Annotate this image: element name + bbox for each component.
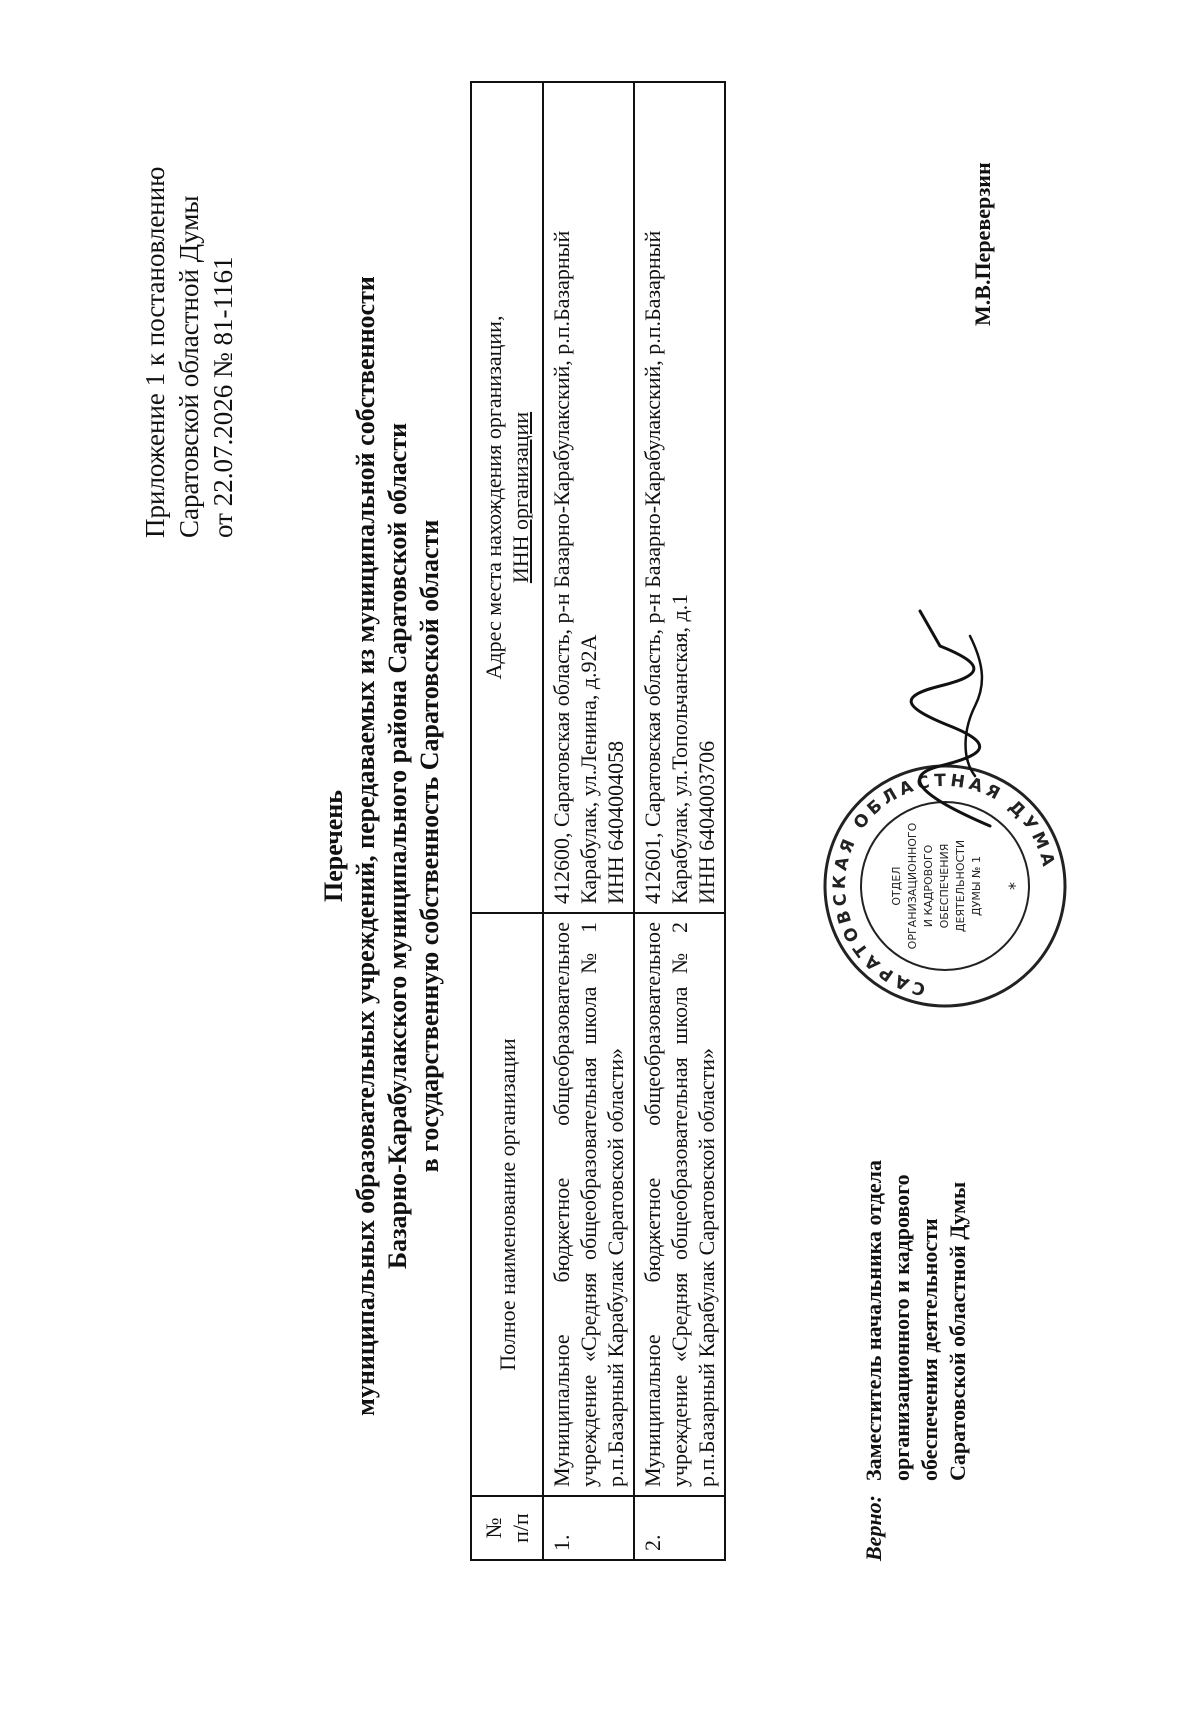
- row-org-name: Муниципальное бюджетное общеобразовательное учреждение «Средняя общеобразовательная школа № 2 р.п.Базарный Карабулак Саратовской области»: [634, 913, 725, 1496]
- appendix-note: [138, 68, 240, 538]
- svg-text:И КАДРОВОГО: И КАДРОВОГО: [922, 844, 935, 928]
- title-line-3: в государственную собственность Саратовской области: [415, 519, 444, 1173]
- header-name: Полное наименование организации: [471, 913, 543, 1496]
- row-address: 412601, Саратовская область, р-н Базарно-Карабулакский, р.п.Базарный Карабулак, ул.Топольчанская, д.1 ИНН 6404003706: [634, 82, 725, 913]
- table-row: [543, 82, 634, 1560]
- institutions-table: [470, 81, 726, 1561]
- svg-text:*: *: [1005, 882, 1024, 890]
- document-title: [318, 136, 446, 1556]
- row-inn: ИНН 6404003706: [694, 740, 719, 904]
- svg-text:САРАТОВСКАЯ ОБЛАСТНАЯ ДУМА: САРАТОВСКАЯ ОБЛАСТНАЯ ДУМА: [829, 770, 1059, 1000]
- table-header-row: [471, 82, 543, 1560]
- row-inn: ИНН 6404004058: [603, 740, 628, 904]
- appendix-line-2: Саратовской областной Думы: [174, 195, 204, 538]
- title-heading: Перечень: [319, 789, 348, 903]
- appendix-line-1: Приложение 1 к постановлению: [140, 166, 170, 538]
- appendix-line-3: от 22.07.2026 № 81-1161: [208, 256, 238, 538]
- row-number: 2.: [634, 1496, 725, 1560]
- row-number: 1.: [543, 1496, 634, 1560]
- verno-label: Верно:: [861, 1495, 886, 1561]
- header-number: № п/п: [471, 1496, 543, 1560]
- signer-title-line-4: Саратовской областной Думы: [945, 1181, 970, 1481]
- svg-text:ОБЕСПЕЧЕНИЯ: ОБЕСПЕЧЕНИЯ: [938, 843, 951, 929]
- signer-title-line-1: Заместитель начальника отдела: [861, 1160, 886, 1481]
- svg-text:ДЕЯТЕЛЬНОСТИ: ДЕЯТЕЛЬНОСТИ: [954, 839, 967, 933]
- title-line-2: Базарно-Карабулакского муниципального района Саратовской области: [383, 422, 412, 1270]
- svg-text:ДУМЫ № 1: ДУМЫ № 1: [970, 856, 983, 916]
- signer-title-line-2: организационного и кадрового: [889, 1174, 914, 1481]
- svg-text:ОРГАНИЗАЦИОННОГО: ОРГАНИЗАЦИОННОГО: [906, 822, 919, 950]
- row-address: 412600, Саратовская область, р-н Базарно-Карабулакский, р.п.Базарный Карабулак, ул.Ленина, д.92А ИНН 6404004058: [543, 82, 634, 913]
- handwritten-signature: [880, 606, 1020, 836]
- svg-text:ОТДЕЛ: ОТДЕЛ: [890, 866, 903, 906]
- header-address: Адрес места нахождения организации, ИНН организации: [471, 82, 543, 913]
- table-row: [634, 82, 725, 1560]
- signer-title-line-3: обеспечения деятельности: [917, 1218, 942, 1481]
- title-line-1: муниципальных образовательных учреждений, передаваемых из муниципальной собственности: [351, 276, 380, 1416]
- signer-title: [860, 1160, 972, 1481]
- row-org-name: Муниципальное бюджетное общеобразовательное учреждение «Средняя общеобразовательная школа № 1 р.п.Базарный Карабулак Саратовской области»: [543, 913, 634, 1496]
- signer-name: М.В.Переверзин: [970, 162, 995, 326]
